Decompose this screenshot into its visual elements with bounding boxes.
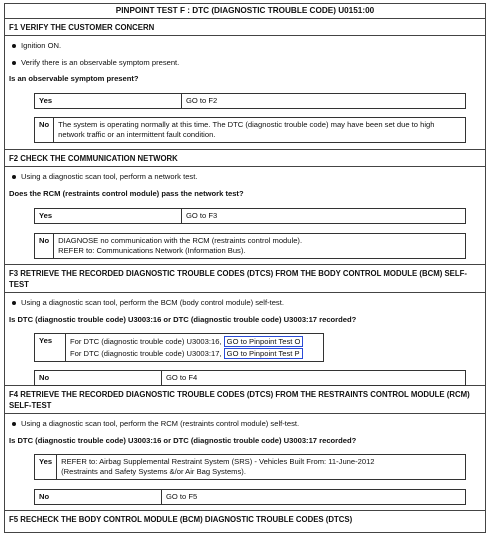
f4-yes-line-1: REFER to: Airbag Supplemental Restraint System (SRS) - Vehicles Built From: 11-June-2012 xyxy=(61,457,375,466)
f4-yes-key: Yes xyxy=(35,455,57,480)
section-f5 xyxy=(5,511,485,527)
f2-yes-table xyxy=(34,208,466,224)
f3-no-key: No xyxy=(35,371,162,386)
section-f2-heading: F2 CHECK THE COMMUNICATION NETWORK xyxy=(5,150,485,167)
section-f3-heading: F3 RETRIEVE THE RECORDED DIAGNOSTIC TROUBLE CODES (DTCS) FROM THE BODY CONTROL MODULE (BCM) SELF-TEST xyxy=(5,265,485,293)
f1-bullet-2: Verify there is an observable symptom present. xyxy=(5,57,485,69)
f4-yes-table xyxy=(34,454,466,480)
pinpoint-test-document xyxy=(4,3,486,533)
f2-bullet-1: Using a diagnostic scan tool, perform a network test. xyxy=(5,171,485,183)
f2-no-value xyxy=(54,234,466,259)
section-f3 xyxy=(5,265,485,386)
f2-yes-key: Yes xyxy=(35,209,182,224)
f1-yes-value: GO to F2 xyxy=(182,94,466,109)
f4-yes-line-2: (Restraints and Safety Systems &/or Air Bag Systems). xyxy=(61,467,246,476)
f1-no-value: The system is operating normally at this time. The DTC (diagnostic trouble code) may have been set due to high network traffic or an intermittent fault condition. xyxy=(54,118,466,143)
f2-no-line-2: REFER to: Communications Network (Information Bus). xyxy=(58,246,246,255)
section-f4 xyxy=(5,386,485,511)
f1-question: Is an observable symptom present? xyxy=(9,74,139,83)
go-to-pinpoint-test-o-link[interactable]: GO to Pinpoint Test O xyxy=(224,336,304,347)
f4-no-value: GO to F5 xyxy=(162,490,466,505)
f3-yes-table xyxy=(34,333,324,362)
f4-yes-value xyxy=(57,455,466,480)
document-title: PINPOINT TEST F : DTC (DIAGNOSTIC TROUBLE CODE) U0151:00 xyxy=(5,4,485,19)
section-f1-heading: F1 VERIFY THE CUSTOMER CONCERN xyxy=(5,19,485,36)
f3-no-table xyxy=(34,370,466,386)
f2-yes-value: GO to F3 xyxy=(182,209,466,224)
f1-no-key: No xyxy=(35,118,54,143)
f3-yes-line-1: For DTC (diagnostic trouble code) U3003:16, xyxy=(70,337,222,346)
f1-yes-key: Yes xyxy=(35,94,182,109)
f4-no-key: No xyxy=(35,490,162,505)
f3-yes-value xyxy=(66,334,324,362)
f3-yes-key: Yes xyxy=(35,334,66,362)
f1-bullet-1: Ignition ON. xyxy=(5,40,485,52)
f3-no-value: GO to F4 xyxy=(162,371,466,386)
f4-no-table xyxy=(34,489,466,505)
f2-no-line-1: DIAGNOSE no communication with the RCM (restraints control module). xyxy=(58,236,303,245)
f4-bullet-1: Using a diagnostic scan tool, perform the RCM (restraints control module) self-test. xyxy=(5,418,485,430)
f2-no-table xyxy=(34,233,466,259)
f2-no-key: No xyxy=(35,234,54,259)
f4-question: Is DTC (diagnostic trouble code) U3003:16 or DTC (diagnostic trouble code) U3003:17 recorded? xyxy=(9,436,357,445)
f3-question: Is DTC (diagnostic trouble code) U3003:16 or DTC (diagnostic trouble code) U3003:17 recorded? xyxy=(9,315,357,324)
section-f1 xyxy=(5,19,485,150)
section-f5-heading: F5 RECHECK THE BODY CONTROL MODULE (BCM) DIAGNOSTIC TROUBLE CODES (DTCS) xyxy=(9,515,353,524)
f1-no-table xyxy=(34,117,466,143)
f1-yes-table xyxy=(34,93,466,109)
section-f2 xyxy=(5,150,485,265)
f3-yes-line-2: For DTC (diagnostic trouble code) U3003:17, xyxy=(70,349,222,358)
f3-bullet-1: Using a diagnostic scan tool, perform the BCM (body control module) self-test. xyxy=(5,297,485,309)
section-f4-heading: F4 RETRIEVE THE RECORDED DIAGNOSTIC TROUBLE CODES (DTCS) FROM THE RESTRAINTS CONTROL MODULE (RCM) SELF-TEST xyxy=(5,386,485,414)
f2-question: Does the RCM (restraints control module) pass the network test? xyxy=(9,189,244,198)
go-to-pinpoint-test-p-link[interactable]: GO to Pinpoint Test P xyxy=(224,348,303,359)
